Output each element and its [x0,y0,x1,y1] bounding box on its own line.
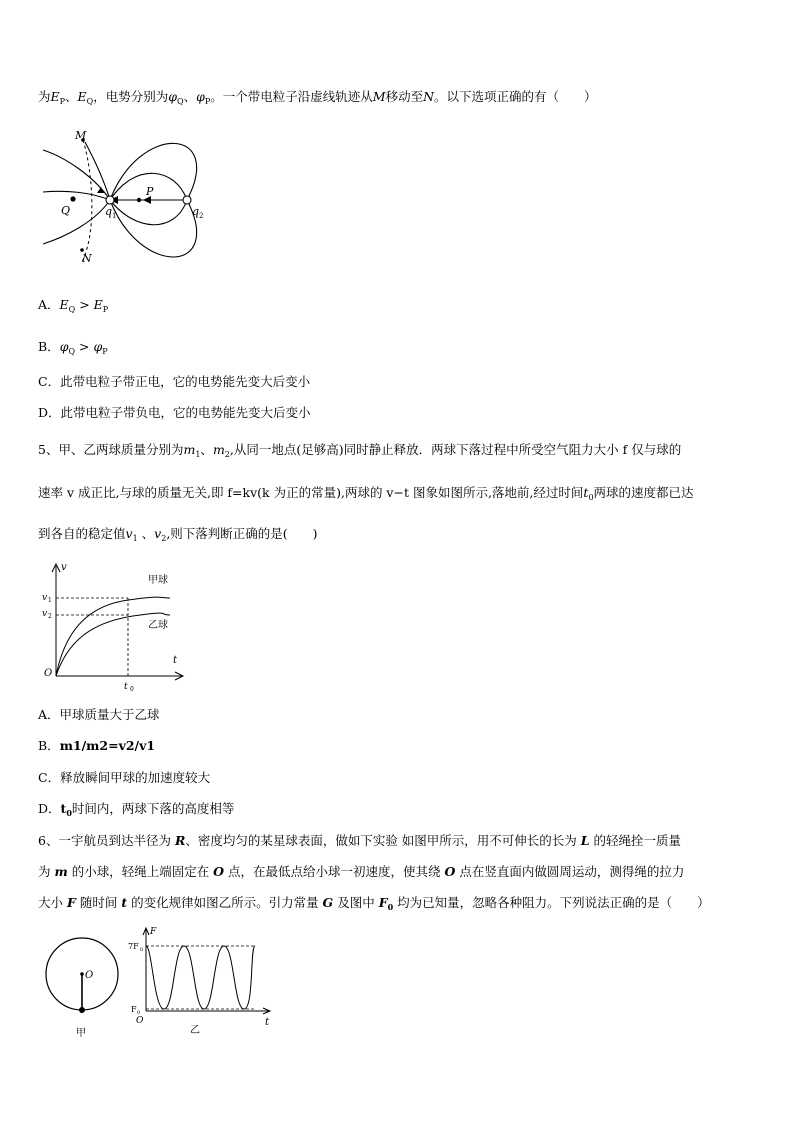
fig-jia-caption: 甲 [76,1028,86,1039]
graph-t0: t [124,682,128,692]
q5-option-b: B．m1/m2=v2/v1 [38,738,156,753]
fig-label-q2: q [192,205,200,218]
graph-t-axis: t [173,655,178,666]
graph-origin: O [44,668,53,679]
fig-yi-origin: O [136,1016,144,1026]
fig-yi-t-axis: t [265,1017,270,1028]
q4-option-c: C．此带电粒子带正电，它的电势能先变大后变小 [38,374,311,389]
q4-stem-text: 为 [38,89,51,104]
q5-stem-line3: 到各自的稳定值$v_1$ 、$v_2$,则下落判断正确的是( ) [38,526,318,543]
fig-jia-O: O [85,970,94,981]
svg-text:2: 2 [48,613,52,620]
fig-yi-7F0: 7F [128,942,139,951]
q5-option-a: A．甲球质量大于乙球 [38,707,160,722]
fig-label-q1: q [105,205,113,218]
q6-figure-yi [128,925,278,1035]
fig-yi-caption: 乙 [190,1025,200,1036]
q5-option-c: C．释放瞬间甲球的加速度较大 [38,770,211,785]
fig-label-N: N [82,252,92,265]
q6-stem-line1: 6、一宇航员到达半径为 R、密度均匀的某星球表面，做如下实验 如图甲所示，用不可伸长的长为 L 的轻绳拴一质量 [38,833,682,848]
fig-label-M: M [75,129,87,142]
q6-figure-jia [38,930,128,1040]
q6-stem-line2: 为 m 的小球，轻绳上端固定在 O 点，在最低点给小球一初速度，使其绕 O 点在竖直面内做圆周运动，测得绳的拉力 [38,864,685,879]
fig-label-Q: Q [61,204,71,217]
graph-v1: v [42,593,48,603]
fig-yi-F-axis: F [150,927,157,937]
svg-text:0: 0 [130,686,134,693]
q6-stem-line3: 大小 F 随时间 t 的变化规律如图乙所示。引力常量 G 及图中 $F_0$ 均为已知量，忽略各种阻力。下列说法正确的是（ ） [38,895,710,912]
fig-yi-F0: F [131,1005,137,1014]
q5-stem-line2: 速率 v 成正比,与球的质量无关,即 f=kv(k 为正的常量),两球的 v−t 图象如图所示,落地前,经过时间$t_0$两球的速度都已达 [38,485,694,502]
q4-option-a: A．$E_Q > E_P$ [38,297,109,314]
q4-option-b: B．$\varphi_Q > \varphi_P$ [38,339,108,356]
graph-label-jia: 甲球 [148,575,168,586]
graph-label-yi: 乙球 [148,620,168,631]
q4-field-line-figure [35,122,235,282]
graph-v-axis: v [61,562,67,573]
graph-v2: v [42,609,48,619]
q5-vt-graph [38,560,198,695]
svg-text:2: 2 [199,212,204,220]
svg-text:0: 0 [140,947,144,953]
q4-option-d: D．此带电粒子带负电，它的电势能先变大后变小 [38,405,311,420]
fig-label-P: P [146,185,154,198]
svg-text:1: 1 [48,597,52,604]
q4-stem: 为$E_P$、$E_Q$，电势分别为$\varphi_Q$、$\varphi_P$。一个带电粒子沿虚线轨迹从M移动至N。以下选项正确的有（ ） [38,89,597,106]
svg-text:1: 1 [112,212,117,220]
svg-text:0: 0 [137,1010,141,1016]
q5-stem-line1: 5、甲、乙两球质量分别为$m_1$、$m_2$,从同一地点(足够高)同时静止释放．两球下落过程中所受空气阻力大小 f 仅与球的 [38,442,682,459]
q5-option-d: D．$t_0$时间内，两球下落的高度相等 [38,801,235,818]
